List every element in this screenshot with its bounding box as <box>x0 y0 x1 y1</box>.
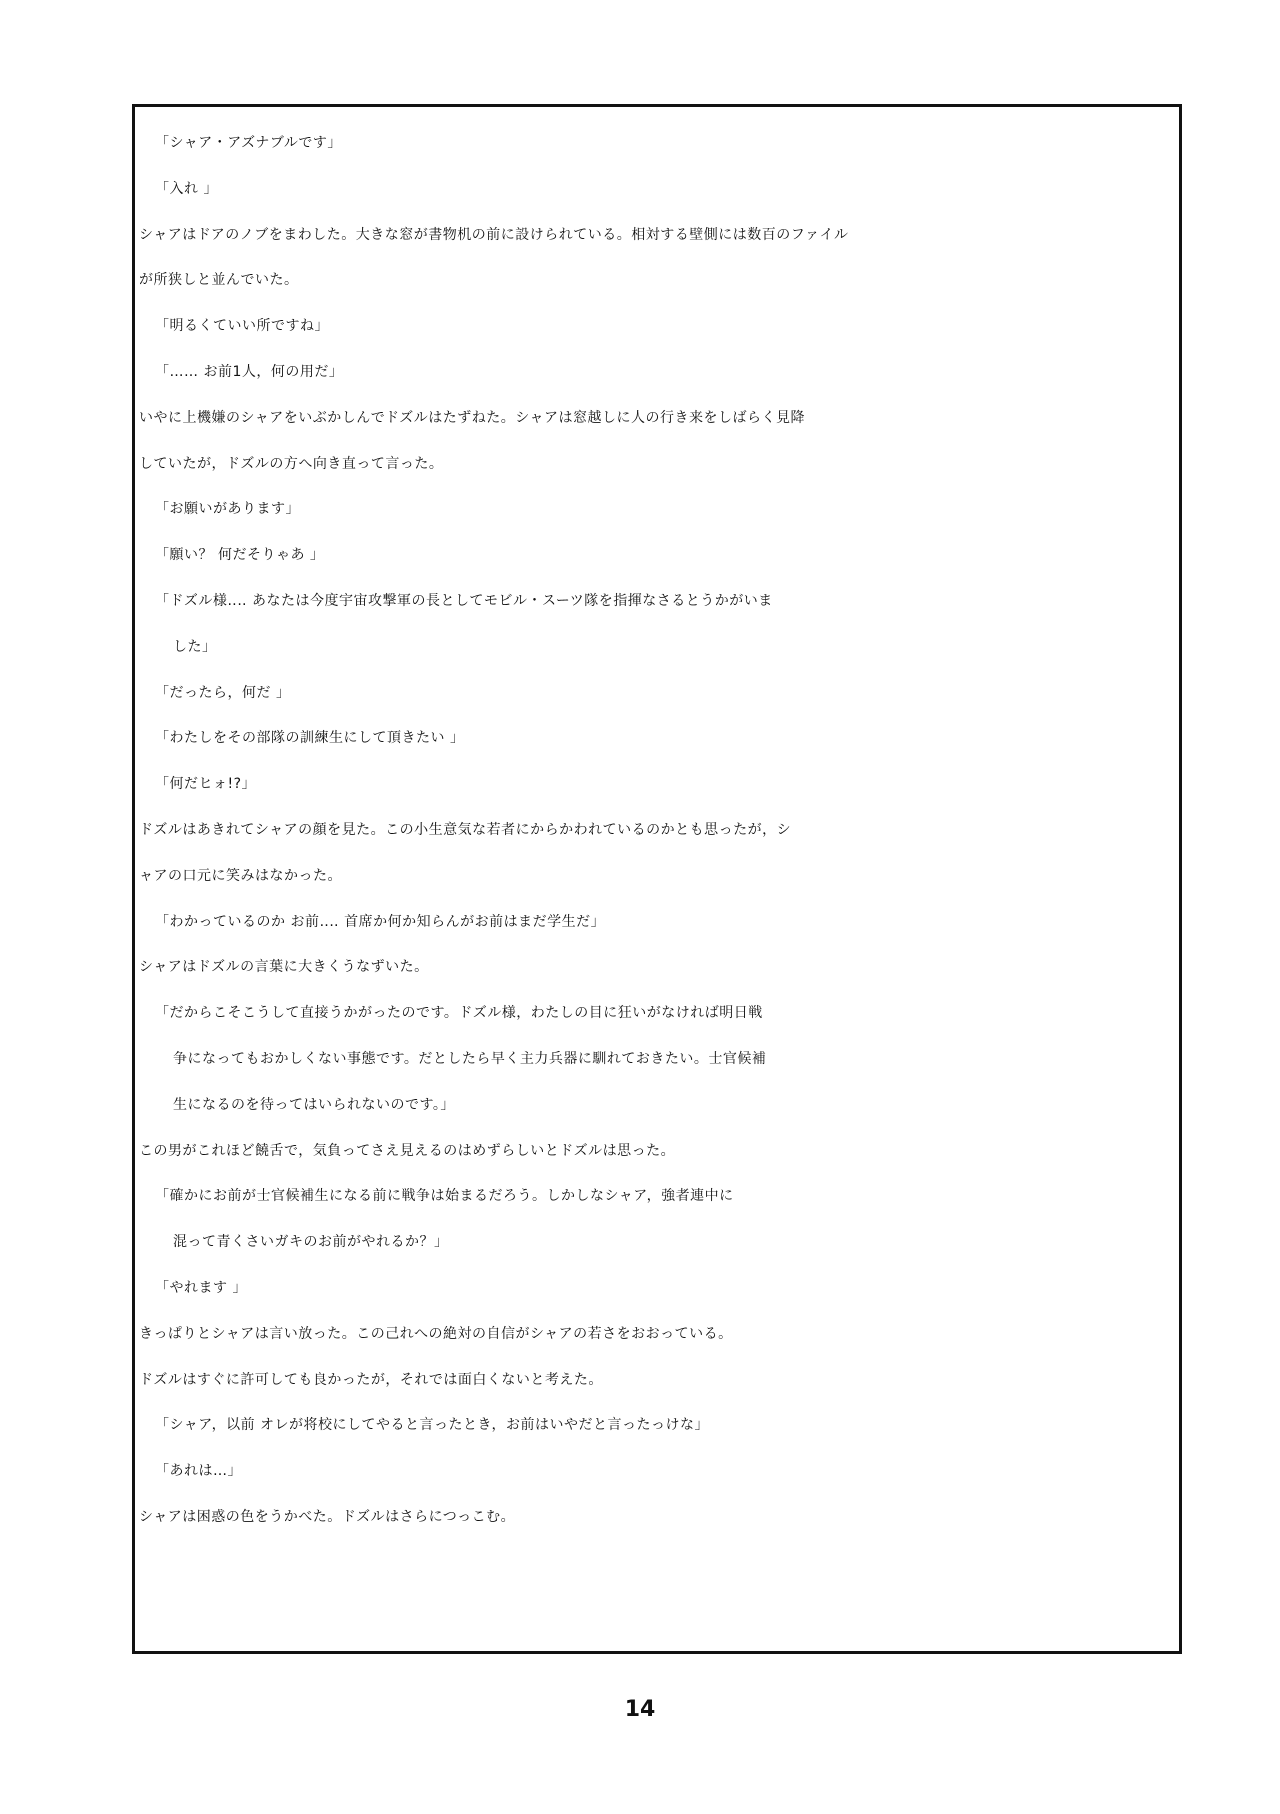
text-line: きっぱりとシャアは言い放った。この己れへの絶対の自信がシャアの若さをおおっている。 <box>139 1325 733 1342</box>
text-line: 「あれは…」 <box>155 1463 242 1480</box>
text-line: 「確かにお前が士官候補生になる前に戦争は始まるだろう。しかしなシャア，強者連中に <box>155 1188 734 1205</box>
text-line: ャアの口元に笑みはなかった。 <box>139 867 342 884</box>
text-line: いやに上機嫌のシャアをいぶかしんでドズルはたずねた。シャアは窓越しに人の行き来をしばらく見降 <box>139 409 806 426</box>
text-line: 「だったら，何だ 」 <box>155 684 291 701</box>
text-line: 混って青くさいガキのお前がやれるか？」 <box>173 1234 449 1251</box>
text-line: した」 <box>173 638 217 655</box>
text-line: 「わたしをその部隊の訓練生にして頂きたい 」 <box>155 730 465 747</box>
text-line: 「だからこそこうして直接うかがったのです。ドズル様，わたしの目に狂いがなければ明日戦 <box>155 1005 763 1022</box>
text-line: 「ドズル様‥‥ あなたは今度宇宙攻撃軍の長としてモビル・スーツ隊を指揮なさるとうかがいま <box>155 592 773 609</box>
text-line: 「シャア・アズナブルです」 <box>155 135 342 151</box>
text-line: 「入れ 」 <box>155 180 218 197</box>
text-line: 「願い？ 何だそりゃあ 」 <box>155 547 325 564</box>
text-line: 「何だヒォ!?」 <box>155 776 257 793</box>
text-line: 生になるのを待ってはいられないのです。」 <box>173 1096 455 1113</box>
text-line: していたが，ドズルの方へ向き直って言った。 <box>139 455 444 472</box>
text-line: シャアはドアのノブをまわした。大きな窓が書物机の前に設けられている。相対する壁側には数百のファイル <box>139 226 849 243</box>
page-number: 14 <box>624 1697 656 1722</box>
text-line: ドズルはあきれてシャアの顔を見た。この小生意気な若者にからかわれているのかとも思ったが，シ <box>139 821 792 838</box>
text-line: シャアはドズルの言葉に大きくうなずいた。 <box>139 959 429 976</box>
text-line: 「やれます 」 <box>155 1279 247 1296</box>
text-line: 「お願いがあります」 <box>155 501 300 518</box>
text-line: 「シャア，以前 オレが将校にしてやると言ったとき，お前はいやだと言ったっけな」 <box>155 1417 709 1434</box>
text-line: 「わかっているのか お前‥‥ 首席か何か知らんがお前はまだ学生だ」 <box>155 913 606 930</box>
text-line: 「明るくていい所ですね」 <box>155 318 329 335</box>
text-line: シャアは困惑の色をうかべた。ドズルはさらにつっこむ。 <box>139 1508 516 1525</box>
body-text <box>135 121 1179 1541</box>
text-line: 争になってもおかしくない事態です。だとしたら早く主力兵器に馴れておきたい。士官候補 <box>173 1050 767 1067</box>
text-line: この男がこれほど饒舌で，気負ってさえ見えるのはめずらしいとドズルは思った。 <box>139 1142 676 1159</box>
page-frame <box>132 104 1182 1654</box>
text-line: 「…… お前1人，何の用だ」 <box>155 363 344 380</box>
text-line: ドズルはすぐに許可しても良かったが，それでは面白くないと考えた。 <box>139 1371 603 1388</box>
text-line: が所狭しと並んでいた。 <box>139 272 299 289</box>
